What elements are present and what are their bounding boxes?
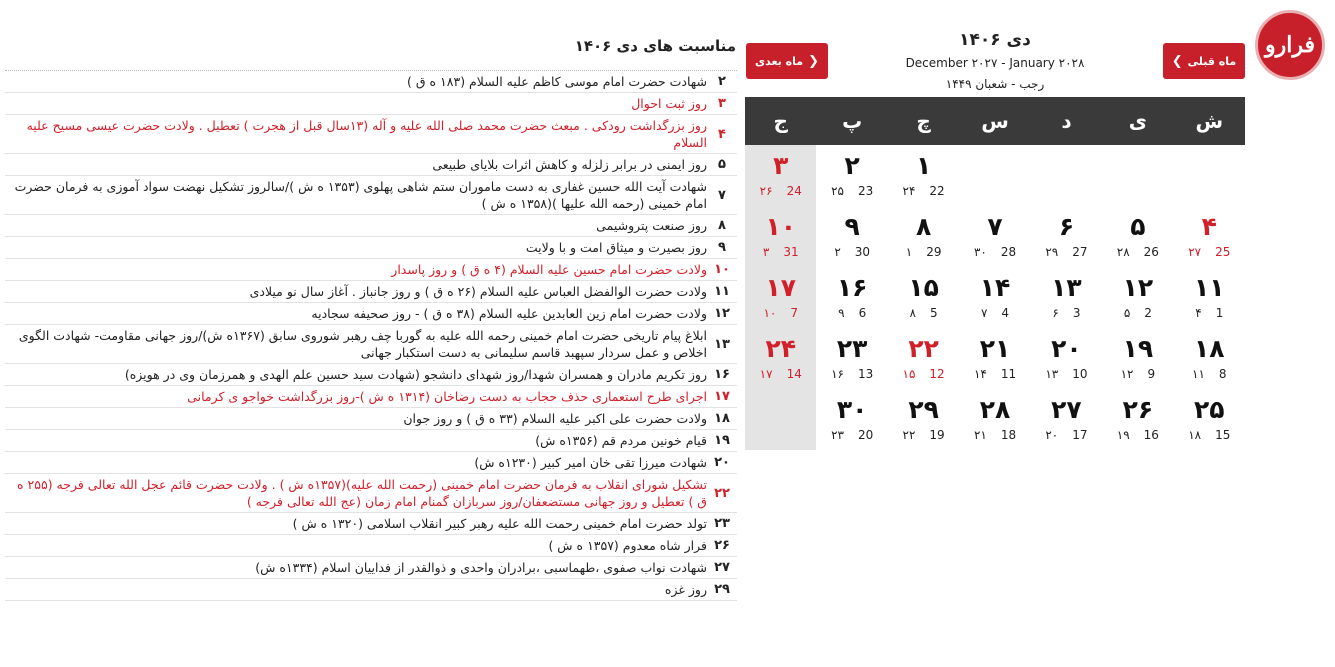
- hijri-day: ۳: [762, 245, 770, 259]
- gregorian-day: 18: [1000, 428, 1017, 442]
- chevron-right-icon: ❯: [808, 53, 819, 69]
- event-row: [5, 176, 737, 215]
- day-number: ۱۴: [979, 273, 1011, 302]
- calendar-empty-cell: [1174, 145, 1245, 206]
- event-row: [5, 281, 737, 303]
- day-secondary-dates: [959, 305, 1030, 321]
- day-number: ۲۶: [1122, 395, 1154, 424]
- event-row: [5, 557, 737, 579]
- day-number: ۱۰: [765, 212, 797, 241]
- event-row: [5, 237, 737, 259]
- day-number: ۸: [915, 212, 932, 241]
- day-secondary-dates: [1102, 305, 1173, 321]
- hijri-day: ۲۷: [1188, 245, 1202, 259]
- hijri-day: ۲۶: [759, 184, 773, 198]
- calendar-day[interactable]: [888, 267, 959, 328]
- next-month-button[interactable]: [746, 43, 828, 79]
- event-day-number: ۲۲: [714, 485, 730, 501]
- event-text: شهادت حضرت امام موسی کاظم علیه السلام (۱۸۳ ه ق ): [407, 74, 707, 89]
- day-secondary-dates: [959, 427, 1030, 443]
- calendar-day[interactable]: [1174, 389, 1245, 450]
- event-row: [5, 474, 737, 513]
- event-day-number: ۱۸: [714, 411, 730, 426]
- day-secondary-dates: [745, 183, 816, 199]
- event-row: [5, 452, 737, 474]
- calendar-empty-cell: [959, 145, 1030, 206]
- gregorian-day: 7: [790, 306, 799, 320]
- day-secondary-dates: [888, 366, 959, 382]
- weekday-header: پ: [816, 97, 887, 145]
- calendar-day[interactable]: [816, 145, 887, 206]
- weekday-header: س: [959, 97, 1030, 145]
- event-text: روز ایمنی در برابر زلزله و کاهش اثرات بلایای طبیعی: [432, 157, 707, 172]
- day-number: ۲۱: [979, 334, 1011, 363]
- event-day-number: ۲: [718, 74, 726, 89]
- event-row: [5, 325, 737, 364]
- gregorian-day: 6: [858, 306, 867, 320]
- event-day-number: ۳: [718, 96, 726, 111]
- day-secondary-dates: [1174, 244, 1245, 260]
- calendar-day[interactable]: [1102, 267, 1173, 328]
- day-number: ۲۸: [979, 395, 1011, 424]
- event-row: [5, 259, 737, 281]
- day-number: ۳: [773, 151, 789, 180]
- day-number: ۳۰: [836, 395, 868, 424]
- day-number: ۱۲: [1122, 273, 1154, 302]
- event-day-number: ۱۱: [714, 284, 730, 299]
- weekday-header: ج: [745, 97, 816, 145]
- calendar-day[interactable]: [1102, 328, 1173, 389]
- day-number: ۱۳: [1051, 273, 1082, 302]
- hijri-day: ۹: [838, 306, 845, 320]
- gregorian-day: 19: [929, 428, 945, 442]
- event-text: ولادت حضرت امام حسین علیه السلام (۴ ه ق ) و روز پاسدار: [391, 262, 707, 277]
- event-text: روز غزه: [664, 582, 707, 597]
- event-text: ولادت حضرت امام زین العابدین علیه السلام (۳۸ ه ق ) - روز صحیفه سجادیه: [311, 306, 707, 321]
- event-text: شهادت میرزا تقی خان امیر کبیر (۱۲۳۰ه ش): [474, 455, 707, 470]
- event-row: [5, 513, 737, 535]
- calendar-gregorian-range: December ۲۰۲۷ - January ۲۰۲۸: [905, 56, 1085, 70]
- hijri-day: ۵: [1123, 306, 1131, 320]
- day-secondary-dates: [816, 244, 887, 260]
- event-row: [5, 215, 737, 237]
- event-day-number: ۱۰: [714, 262, 730, 277]
- day-number: ۶: [1058, 212, 1075, 241]
- event-text: تولد حضرت امام خمینی رحمت الله علیه رهبر کبیر انقلاب اسلامی (۱۳۲۰ ه ش ): [292, 516, 707, 531]
- previous-month-button[interactable]: [1163, 43, 1245, 79]
- calendar-day[interactable]: [745, 267, 816, 328]
- hijri-day: ۲۹: [1045, 245, 1059, 259]
- event-day-number: ۲۰: [714, 455, 730, 470]
- calendar-day[interactable]: [816, 389, 887, 450]
- day-secondary-dates: [1102, 366, 1173, 382]
- gregorian-day: 20: [857, 428, 874, 442]
- event-text: فرار شاه معدوم (۱۳۵۷ ه ش ): [548, 538, 707, 553]
- calendar-day[interactable]: [745, 145, 816, 206]
- hijri-day: ۶: [1052, 306, 1059, 320]
- day-secondary-dates: [1031, 427, 1102, 443]
- calendar-hijri-range: رجب - شعبان ۱۴۴۹: [945, 77, 1045, 91]
- event-text: تشکیل شورای انقلاب به فرمان حضرت امام خمینی (رحمت الله علیه)(۱۳۵۷ه ش ) . ولادت حضرت قائم عجل الله تعالی فرجه (۲۵۵ ه ق ) تعطیل و روز جهانی مستضعفان/روز سربازان گمنام امام زمان (عج الله تعالی فرجه ): [17, 477, 707, 509]
- hijri-day: ۱۶: [831, 367, 844, 381]
- weekday-header: د: [1031, 97, 1102, 145]
- hijri-day: ۱۸: [1188, 428, 1202, 442]
- hijri-day: ۱۷: [759, 367, 773, 381]
- hijri-day: ۲۰: [1045, 428, 1059, 442]
- gregorian-day: 29: [926, 245, 942, 259]
- hijri-day: ۷: [980, 306, 988, 320]
- event-day-number: ۸: [718, 218, 726, 233]
- event-row: [5, 430, 737, 452]
- event-text: ابلاغ پیام تاریخی حضرت امام خمینی رحمه الله علیه به گوربا چف رهبر شوروی سابق (۱۳۶۷ه ش)/روز جهانی مقاومت- شهادت الگوی اخلاص و عمل سردار سپهبد قاسم سلیمانی به دست استکبار جهانی: [18, 328, 707, 360]
- hijri-day: ۱۱: [1192, 367, 1205, 381]
- day-secondary-dates: [745, 305, 816, 321]
- chevron-left-icon: ❮: [1171, 53, 1183, 69]
- day-secondary-dates: [888, 305, 959, 321]
- event-row: [5, 386, 737, 408]
- gregorian-day: 3: [1072, 306, 1081, 320]
- day-number: ۵: [1130, 212, 1146, 241]
- gregorian-day: 28: [1000, 245, 1017, 259]
- day-number: ۲۰: [1051, 334, 1082, 363]
- event-day-number: ۲۶: [714, 538, 730, 553]
- calendar-day[interactable]: [816, 206, 887, 267]
- day-secondary-dates: [959, 244, 1030, 260]
- hijri-day: ۱۲: [1120, 367, 1134, 381]
- calendar-day[interactable]: [959, 389, 1030, 450]
- event-day-number: ۱۹: [714, 433, 730, 448]
- day-secondary-dates: [1031, 305, 1102, 321]
- day-secondary-dates: [888, 183, 959, 199]
- hijri-day: ۲۲: [902, 428, 916, 442]
- day-secondary-dates: [1174, 427, 1245, 443]
- calendar-day[interactable]: [745, 328, 816, 389]
- hijri-day: ۱۰: [763, 306, 777, 320]
- day-number: ۱۱: [1194, 273, 1225, 302]
- event-day-number: ۱۲: [714, 306, 730, 321]
- day-secondary-dates: [1174, 366, 1245, 382]
- calendar-day[interactable]: [1174, 328, 1245, 389]
- calendar-day[interactable]: [888, 389, 959, 450]
- calendar-day[interactable]: [1031, 267, 1102, 328]
- gregorian-day: 24: [786, 184, 802, 198]
- gregorian-day: 9: [1147, 367, 1156, 381]
- event-day-number: ۷: [718, 187, 726, 203]
- hijri-day: ۲۳: [831, 428, 844, 442]
- day-secondary-dates: [816, 427, 887, 443]
- site-logo[interactable]: [1255, 10, 1325, 80]
- calendar-day[interactable]: [745, 206, 816, 267]
- hijri-day: ۱۵: [902, 367, 916, 381]
- day-secondary-dates: [816, 366, 887, 382]
- gregorian-day: 31: [783, 245, 799, 259]
- calendar-empty-cell: [1031, 145, 1102, 206]
- gregorian-day: 4: [1001, 306, 1010, 320]
- calendar-empty-cell: [745, 389, 816, 450]
- day-secondary-dates: [745, 366, 816, 382]
- day-number: ۷: [987, 212, 1003, 241]
- hijri-day: ۱: [905, 245, 913, 259]
- hijri-day: ۱۹: [1116, 428, 1130, 442]
- calendar-title: دی ۱۴۰۶: [959, 30, 1031, 50]
- day-number: ۴: [1201, 212, 1217, 241]
- day-number: ۱۶: [836, 273, 868, 302]
- day-number: ۲۴: [765, 334, 797, 363]
- event-text: روز تکریم مادران و همسران شهدا/روز شهدای دانشجو (شهادت سید حسین علم الهدی و همرزمان وی در هویزه): [124, 367, 707, 382]
- events-list: [5, 70, 737, 601]
- gregorian-day: 17: [1072, 428, 1088, 442]
- event-text: ولادت حضرت الوالفضل العباس علیه السلام (۲۶ ه ق ) و روز جانباز . آغاز سال نو میلادی: [249, 284, 707, 299]
- day-secondary-dates: [745, 244, 816, 260]
- hijri-day: ۱۴: [973, 367, 987, 381]
- calendar-day[interactable]: [1031, 389, 1102, 450]
- gregorian-day: 1: [1215, 306, 1224, 320]
- event-text: شهادت آیت الله حسین غفاری به دست ماموران ستم شاهی پهلوی (۱۳۵۳ ه ش )/سالروز تشکیل نهضت سواد آموزی به فرمان حضرت امام خمینی (رحمه الله علیها )(۱۳۵۸ ه ش ): [14, 179, 707, 211]
- event-text: روز بزرگداشت رودکی . مبعث حضرت محمد صلی الله علیه و آله (۱۳سال قبل از هجرت ) تعطیل . ولادت حضرت عیسی مسیح علیه السلام: [26, 118, 707, 150]
- day-number: ۲۳: [836, 334, 868, 363]
- event-row: [5, 154, 737, 176]
- gregorian-day: 8: [1218, 367, 1227, 381]
- calendar-day[interactable]: [1031, 206, 1102, 267]
- event-text: روز ثبت احوال: [631, 96, 707, 111]
- gregorian-day: 23: [857, 184, 874, 198]
- day-number: ۲۷: [1051, 395, 1082, 424]
- gregorian-day: 11: [1000, 367, 1017, 381]
- day-secondary-dates: [816, 305, 887, 321]
- calendar-day[interactable]: [1102, 206, 1173, 267]
- day-number: ۱۷: [765, 273, 797, 302]
- calendar-day[interactable]: [1031, 328, 1102, 389]
- calendar-day[interactable]: [816, 328, 887, 389]
- hijri-day: ۱۳: [1045, 367, 1059, 381]
- event-text: اجرای طرح استعماری حذف حجاب به دست رضاخان (۱۳۱۴ ه ش )-روز بزرگداشت خواجو ی کرمانی: [187, 389, 707, 404]
- day-number: ۱۵: [908, 273, 939, 302]
- hijri-day: ۳۰: [973, 245, 987, 259]
- calendar-day[interactable]: [959, 206, 1030, 267]
- event-day-number: ۲۳: [714, 516, 730, 531]
- day-number: ۱: [915, 151, 932, 180]
- calendar-day[interactable]: [816, 267, 887, 328]
- day-secondary-dates: [1031, 244, 1102, 260]
- day-secondary-dates: [959, 366, 1030, 382]
- calendar-day[interactable]: [959, 267, 1030, 328]
- day-number: ۱۹: [1122, 334, 1154, 363]
- day-secondary-dates: [1102, 244, 1173, 260]
- day-secondary-dates: [1174, 305, 1245, 321]
- previous-month-label: ماه قبلی: [1187, 54, 1237, 68]
- day-secondary-dates: [1031, 366, 1102, 382]
- event-row: [5, 579, 737, 601]
- event-row: [5, 93, 737, 115]
- day-number: ۱۸: [1194, 334, 1225, 363]
- day-number: ۲۹: [908, 395, 939, 424]
- event-day-number: ۹: [718, 240, 726, 255]
- event-row: [5, 364, 737, 386]
- hijri-day: ۲۱: [973, 428, 987, 442]
- event-row: [5, 115, 737, 154]
- gregorian-day: 27: [1072, 245, 1088, 259]
- event-text: روز بصیرت و میثاق امت و با ولایت: [525, 240, 707, 255]
- event-day-number: ۲۷: [714, 560, 730, 575]
- event-row: [5, 408, 737, 430]
- gregorian-day: 16: [1143, 428, 1159, 442]
- day-number: ۹: [844, 212, 860, 241]
- gregorian-day: 30: [854, 245, 871, 259]
- hijri-day: ۲: [834, 245, 841, 259]
- calendar-empty-cell: [1102, 145, 1173, 206]
- event-day-number: ۵: [718, 157, 726, 172]
- day-number: ۲۲: [908, 334, 939, 363]
- calendar-day[interactable]: [959, 328, 1030, 389]
- gregorian-day: 13: [857, 367, 874, 381]
- calendar-day[interactable]: [1102, 389, 1173, 450]
- calendar-day[interactable]: [888, 206, 959, 267]
- gregorian-day: 10: [1072, 367, 1088, 381]
- gregorian-day: 26: [1143, 245, 1159, 259]
- day-secondary-dates: [1102, 427, 1173, 443]
- event-day-number: ۱۶: [714, 367, 730, 382]
- gregorian-day: 2: [1144, 306, 1152, 320]
- calendar-day[interactable]: [888, 328, 959, 389]
- hijri-day: ۲۴: [902, 184, 916, 198]
- weekday-header: ی: [1102, 97, 1173, 145]
- gregorian-day: 15: [1215, 428, 1231, 442]
- site-logo-text: فرارو: [1264, 32, 1315, 58]
- day-secondary-dates: [816, 183, 887, 199]
- event-row: [5, 303, 737, 325]
- next-month-label: ماه بعدی: [755, 54, 804, 68]
- day-number: ۲۵: [1194, 395, 1225, 424]
- hijri-day: ۲۸: [1116, 245, 1130, 259]
- event-text: شهادت نواب صفوی ،طهماسبی ،برادران واحدی و ذوالقدر از فداییان اسلام (۱۳۳۴ه ش): [255, 560, 707, 575]
- event-text: ولادت حضرت علی اکبر علیه السلام (۳۳ ه ق ) و روز جوان: [403, 411, 707, 426]
- event-day-number: ۱۳: [714, 336, 730, 352]
- calendar-day[interactable]: [1174, 267, 1245, 328]
- event-row: [5, 535, 737, 557]
- events-title: مناسبت های دی ۱۴۰۶: [574, 37, 736, 55]
- gregorian-day: 12: [929, 367, 945, 381]
- hijri-day: ۲۵: [831, 184, 844, 198]
- day-secondary-dates: [888, 427, 959, 443]
- weekday-header: چ: [888, 97, 959, 145]
- calendar-day[interactable]: [1174, 206, 1245, 267]
- day-secondary-dates: [888, 244, 959, 260]
- gregorian-day: 5: [930, 306, 938, 320]
- event-day-number: ۱۷: [714, 389, 730, 404]
- weekday-header: ش: [1174, 97, 1245, 145]
- calendar-grid: [745, 97, 1245, 450]
- hijri-day: ۸: [909, 306, 916, 320]
- gregorian-day: 14: [786, 367, 802, 381]
- gregorian-day: 25: [1215, 245, 1231, 259]
- event-row: [5, 71, 737, 93]
- event-text: روز صنعت پتروشیمی: [596, 218, 707, 233]
- event-text: قیام خونین مردم قم (۱۳۵۶ه ش): [535, 433, 707, 448]
- event-day-number: ۴: [718, 126, 726, 142]
- gregorian-day: 22: [929, 184, 945, 198]
- calendar-day[interactable]: [888, 145, 959, 206]
- hijri-day: ۴: [1195, 306, 1202, 320]
- event-day-number: ۲۹: [714, 582, 730, 597]
- day-number: ۲: [844, 151, 860, 180]
